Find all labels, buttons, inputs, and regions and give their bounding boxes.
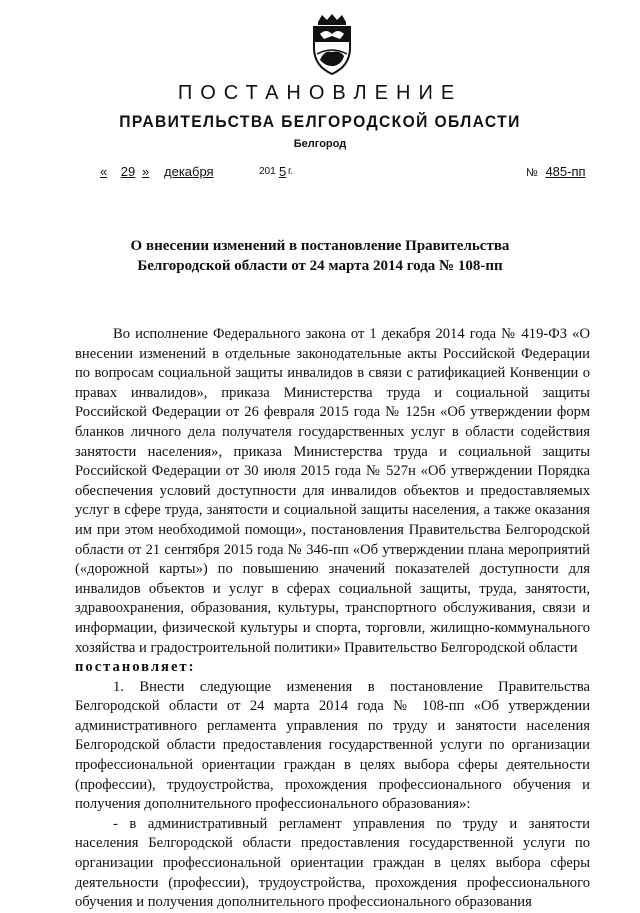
date-year-prefix: 201 <box>259 166 276 177</box>
date-month: декабря <box>164 164 214 179</box>
heading-line-1: О внесении изменений в постановление Правительства <box>130 238 510 254</box>
date-year-suffix: 5 <box>279 164 287 179</box>
heading-line-2: Белгородской области от 24 марта 2014 года № 108-пп <box>137 258 503 274</box>
date-year-end: г. <box>288 166 294 177</box>
number-prefix: № <box>526 167 538 179</box>
issuing-authority: ПРАВИТЕЛЬСТВА БЕЛГОРОДСКОЙ ОБЛАСТИ <box>119 112 521 131</box>
resolves-keyword: постановляет: <box>75 659 196 676</box>
date-open-quote: « <box>100 164 108 179</box>
document-type-title: ПОСТАНОВЛЕНИЕ <box>177 82 463 104</box>
number-value: 485-пп <box>545 164 586 179</box>
item-1-paragraph: 1. Внести следующие изменения в постановление Правительства Белгородской области от 24 марта 2014 года № 108-пп «Об утверждении административного регламента управления по труду и занятости населения Белгородской области предоставления государственной услуги по организации профессиональной ориентации граждан в целях выбора сферы деятельности (профессии), трудоустройства, прохождения профессионального обучения и получения дополнительного профессионального образования»: <box>75 678 590 813</box>
document-heading <box>0 236 640 276</box>
date-day: 29 <box>120 164 136 179</box>
date-close-quote: » <box>142 164 150 179</box>
item-1-subitem: - в административный регламент управления по труду и занятости населения Белгородской области предоставления государственной услуги по организации профессиональной ориентации граждан в целях выбора сферы деятельности (профессии), трудоустройства, прохождения профессионального обучения и получения дополнительного профессионального образования <box>75 815 590 911</box>
preamble-paragraph: Во исполнение Федерального закона от 1 декабря 2014 года № 419-ФЗ «О внесении изменений в отдельные законодательные акты Российской Федерации по вопросам социальной защиты инвалидов в связи с ратификацией Конвенции о правах инвалидов», приказа Министерства труда и социальной защиты Российской Федерации от 26 февраля 2015 года № 125н «Об утверждении форм бланков личного дела получателя государственных услуг в области содействия занятости населения», приказа Министерства труда и социальной защиты Российской Федерации от 30 июля 2015 года № 527н «Об утверждении Порядка обеспечения условий доступности для инвалидов объектов и предоставляемых услуг в сфере труда, занятости и социальной защиты населения, а также оказания им при этом необходимой помощи», постановления Правительства Белгородской области от 21 сентября 2015 года № 346-пп «Об утверждении плана мероприятий («дорожной карты») по повышению значений показателей доступности для инвалидов объектов и услуг в сферах социальной защиты, труда, занятости, здравоохранения, образования, культуры, транспортного обслуживания, связи и информации, физической культуры и спорта, торговли, жилищно-коммунального хозяйства и градостроительной политики» Правительство Белгородской области <box>75 326 590 656</box>
document-number <box>526 164 586 179</box>
document-body <box>75 325 590 913</box>
city-name: Белгород <box>293 138 347 150</box>
coat-of-arms-icon <box>300 12 364 76</box>
